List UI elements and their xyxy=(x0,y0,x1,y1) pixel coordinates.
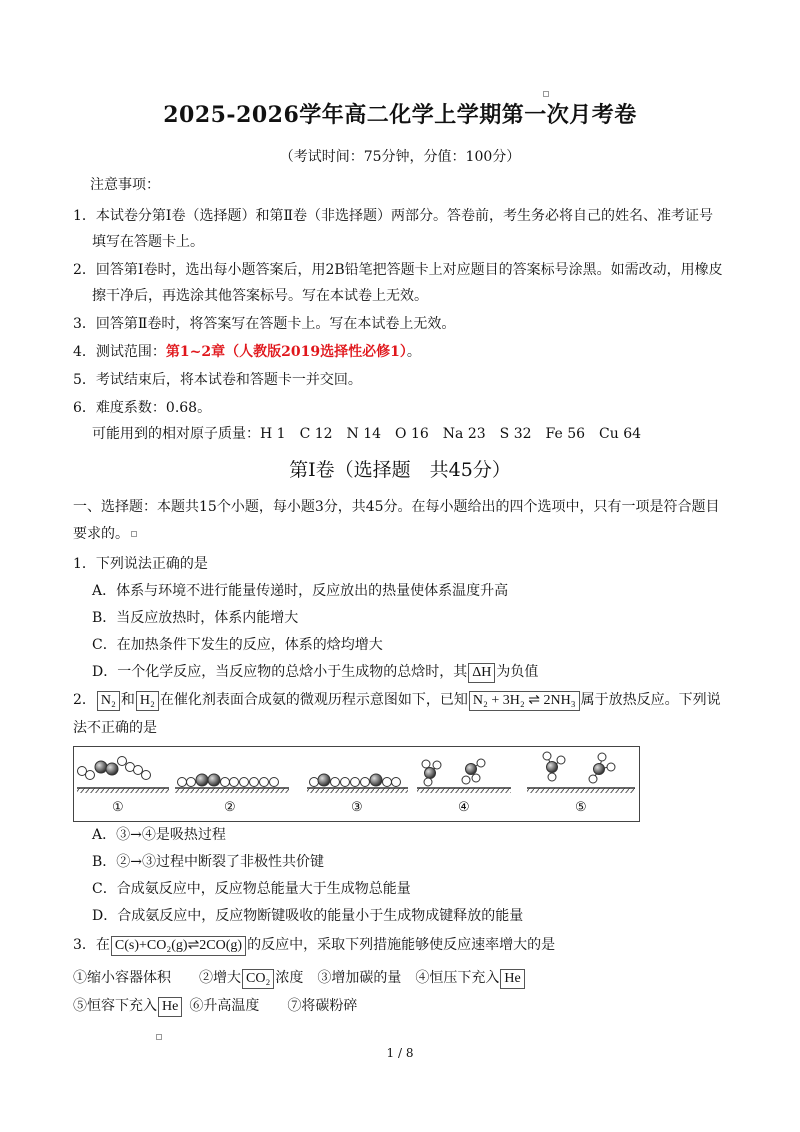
notes-heading: 注意事项： xyxy=(90,177,160,193)
note-6 xyxy=(73,398,211,418)
q2-option-a: A．③→④是吸热过程 xyxy=(92,827,226,843)
note-5 xyxy=(73,370,362,390)
q2-stem-cont: 法不正确的是 xyxy=(73,720,157,736)
note-1 xyxy=(73,206,713,226)
note-number: 2． xyxy=(73,262,96,278)
stage-label-3: ③ xyxy=(351,800,363,815)
stage-1-molecules xyxy=(78,757,151,780)
he-formula: He xyxy=(500,969,524,989)
stage-label-4: ④ xyxy=(458,800,470,815)
note-number: 3． xyxy=(73,316,96,332)
stage-label-2: ② xyxy=(224,800,236,815)
catalyst-surfaces xyxy=(77,788,635,793)
atomic-masses: 可能用到的相对原子质量：H 1 C 12 N 14 O 16 Na 23 S 32 Fe 56 Cu 64 xyxy=(92,426,642,442)
note-2-cont: 擦干净后，再选涂其他答案标号。写在本试卷上无效。 xyxy=(92,288,428,304)
marker-square xyxy=(131,531,137,537)
stage-2-adsorbed xyxy=(178,774,279,787)
stage-5-ammonia-released xyxy=(543,752,615,783)
note-2 xyxy=(73,260,723,280)
q2-stem: 2． N₂ 和 H₂ 在催化剂表面合成氨的微观历程示意图如下，已知 N₂ + 3H₂ ⇌ 2NH₃ 属于放热反应。下列说 xyxy=(73,690,721,711)
test-scope-highlight: 第1~2章（人教版2019选择性必修1） xyxy=(165,344,407,360)
h2-formula: H₂ xyxy=(136,691,159,711)
note-text: 难度系数：0.68。 xyxy=(95,400,212,416)
page-number: 1 / 8 xyxy=(386,1046,414,1060)
stage-4-ammonia-forming xyxy=(422,759,485,786)
he-formula: He xyxy=(158,997,182,1017)
note-text: 回答第Ⅰ卷时，选出每小题答案后，用2B铅笔把答题卡上对应题目的答案标号涂黑。如需改动，用橡皮 xyxy=(95,262,723,278)
note-suffix: 。 xyxy=(406,344,421,360)
note-text: 考试结束后，将本试卷和答题卡一并交回。 xyxy=(95,372,362,388)
q3-measures-row1: ①缩小容器体积 ②增大 CO₂ 浓度 ③增加碳的量 ④恒压下充入 He xyxy=(73,968,526,989)
ammonia-synthesis-diagram xyxy=(73,746,640,822)
q1-option-a: A．体系与环境不进行能量传递时，反应放出的热量使体系温度升高 xyxy=(92,583,509,599)
q3-measures-row2: ⑤恒容下充入 He ⑥升高温度 ⑦将碳粉碎 xyxy=(73,996,357,1017)
note-text: 测试范围： xyxy=(95,344,166,360)
q1-option-d: D．一个化学反应，当反应物的总焓小于生成物的总焓时，其 ΔH 为负值 xyxy=(92,662,538,683)
ammonia-equation: N₂ + 3H₂ ⇌ 2NH₃ xyxy=(469,691,580,711)
note-text: 回答第Ⅱ卷时，将答案写在答题卡上。写在本试卷上无效。 xyxy=(95,316,456,332)
instructions-line2: 要求的。 xyxy=(73,524,137,544)
marker-square xyxy=(543,91,549,97)
exam-subtitle: （考试时间：75分钟，分值：100分） xyxy=(279,149,521,165)
n2-formula: N₂ xyxy=(97,691,120,711)
delta-h-formula: ΔH xyxy=(468,663,495,683)
q2-option-b: B．②→③过程中断裂了非极性共价键 xyxy=(92,854,325,870)
co2-formula: CO₂ xyxy=(242,969,274,989)
q1-stem: 1．下列说法正确的是 xyxy=(73,556,208,572)
carbon-co2-equation: C(s)+CO₂(g)⇌2CO(g) xyxy=(111,936,246,956)
q1-option-b: B．当反应放热时，体系内能增大 xyxy=(92,610,299,626)
stage-3-dissociated xyxy=(310,774,401,787)
note-1-cont: 填写在答题卡上。 xyxy=(92,234,204,250)
q2-option-d: D．合成氨反应中，反应物断键吸收的能量小于生成物成键释放的能量 xyxy=(92,908,524,924)
q1-option-c: C．在加热条件下发生的反应，体系的焓均增大 xyxy=(92,637,383,653)
stage-label-5: ⑤ xyxy=(575,800,587,815)
section-title: 第Ⅰ卷（选择题 共45分） xyxy=(289,459,511,481)
note-text: 本试卷分第Ⅰ卷（选择题）和第Ⅱ卷（非选择题）两部分。答卷前，考生务必将自己的姓名、准考证号 xyxy=(95,208,713,224)
note-number: 4． xyxy=(73,344,96,360)
note-number: 6． xyxy=(73,400,96,416)
instructions-line1: 一、选择题：本题共15个小题，每小题3分，共45分。在每小题给出的四个选项中，只有一项是符合题目 xyxy=(73,499,720,515)
note-4 xyxy=(73,342,421,362)
exam-title: 2025-2026学年高二化学上学期第一次月考卷 xyxy=(163,102,637,128)
note-number: 5． xyxy=(73,372,96,388)
q3-stem: 3．在 C(s)+CO₂(g)⇌2CO(g) 的反应中，采取下列措施能够使反应速率增大的是 xyxy=(73,935,555,956)
note-number: 1． xyxy=(73,208,96,224)
marker-square xyxy=(156,1034,162,1040)
q2-option-c: C．合成氨反应中，反应物总能量大于生成物总能量 xyxy=(92,881,411,897)
note-3 xyxy=(73,314,455,334)
stage-label-1: ① xyxy=(112,800,124,815)
